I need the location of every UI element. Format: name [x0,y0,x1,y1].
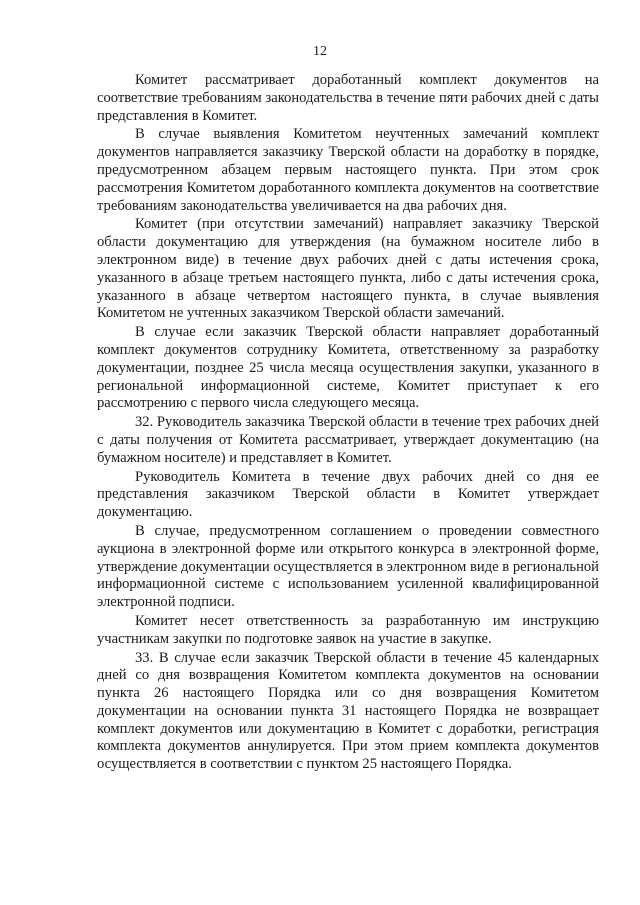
page-number: 12 [313,44,327,59]
document-body [97,72,599,775]
paragraph-3: Комитет (при отсутствии замечаний) направляет заказчику Тверской области документацию для утверждения (на бумажном носителе либо в электронном виде) в течение двух рабочих дней с даты истечения срока, указанного в абзаце третьем настоящего пункта, либо с даты истечения срока, указанного в абзаце четвертом настоящего пункта, в случае выявления Комитетом не учтенных заказчиком Тверской области замечаний. [97,216,599,322]
paragraph-4: В случае если заказчик Тверской области направляет доработанный комплект документов сотруднику Комитета, ответственному за разработку документации, позднее 25 числа месяца осуществления закупки, указанного в региональной информационной системе, Комитет приступает к его рассмотрению с первого числа следующего месяца. [97,324,599,412]
paragraph-8: Комитет несет ответственность за разработанную им инструкцию участникам закупки по подготовке заявок на участие в закупке. [97,612,599,647]
paragraph-7: В случае, предусмотренном соглашением о проведении совместного аукциона в электронной форме или открытого конкурса в электронной форме, утверждение документации осуществляется в электронном виде в региональной информационной системе с использованием усиленной квалифицированной электронной подписи. [97,522,599,611]
paragraph-2: В случае выявления Комитетом неучтенных замечаний комплект документов направляется заказчику Тверской области на доработку в порядке, предусмотренном абзацем первым настоящего пункта. При этом срок рассмотрения Комитетом доработанного комплекта документов на соответствие требованиям законодательства увеличивается на два рабочих дня. [97,126,599,214]
paragraph-5: 32. Руководитель заказчика Тверской области в течение трех рабочих дней с даты получения от Комитета рассматривает, утверждает документацию (на бумажном носителе) и представляет в Комитет. [97,414,599,466]
paragraph-9: 33. В случае если заказчик Тверской области в течение 45 календарных дней со дня возвращения Комитетом комплекта документов на основании пункта 26 настоящего Порядка или со дня возвращения Комитетом документации на основании пункта 31 настоящего Порядка не возвращает комплект документов или документацию в Комитет с доработки, регистрация комплекта документов аннулируется. При этом прием комплекта документов осуществляется в соответствии с пунктом 25 настоящего Порядка. [97,649,599,773]
paragraph-6: Руководитель Комитета в течение двух рабочих дней со дня ее представления заказчиком Тверской области в Комитет утверждает документацию. [97,468,599,521]
paragraph-1: Комитет рассматривает доработанный комплект документов на соответствие требованиям законодательства в течение пяти рабочих дней с даты представления в Комитет. [97,72,599,124]
